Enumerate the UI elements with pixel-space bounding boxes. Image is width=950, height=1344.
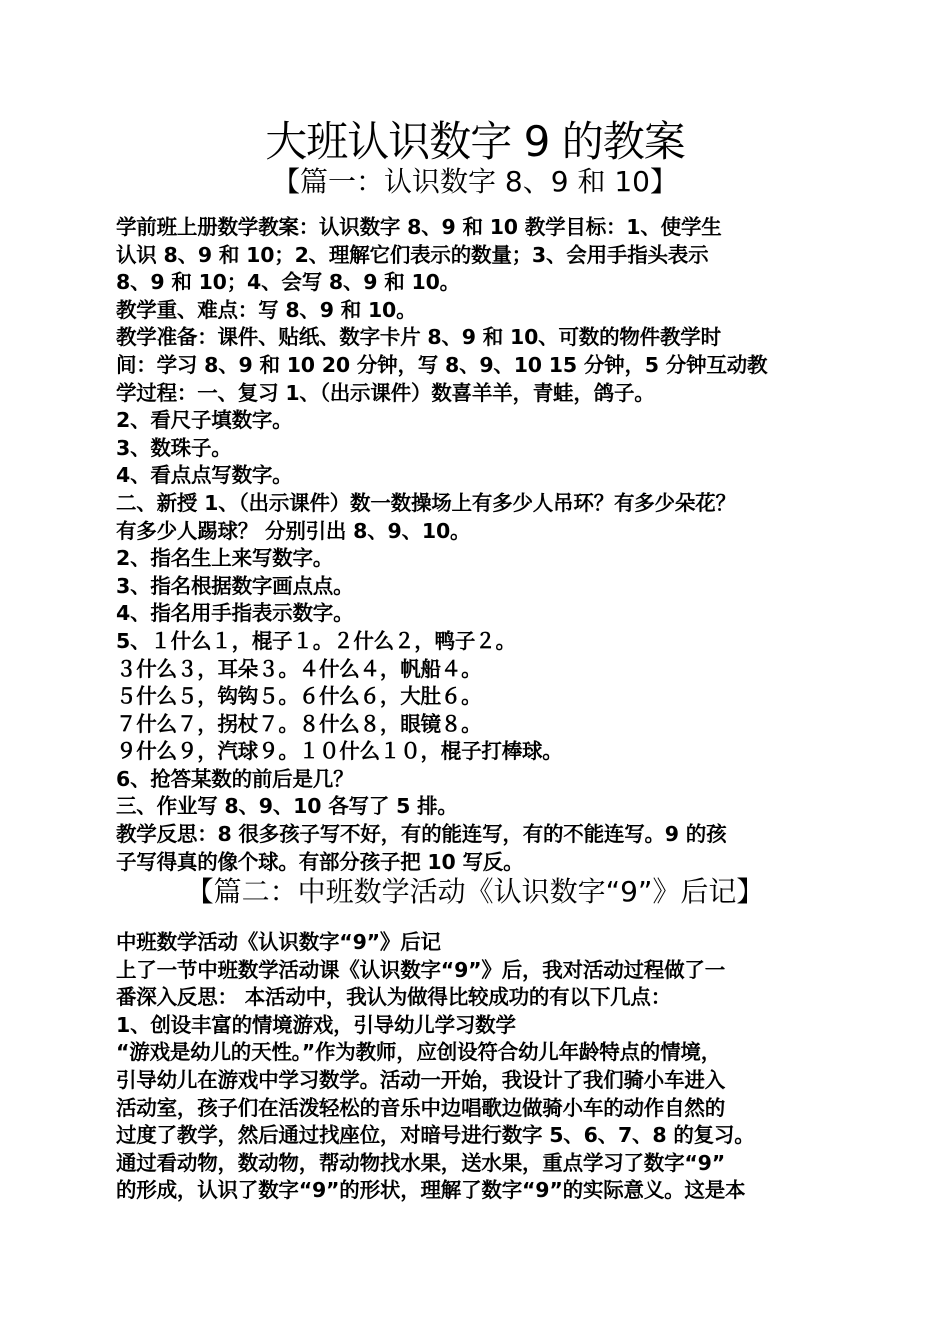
- text-line: 学前班上册数学教案：认识数字 8、9 和 10 教学目标：1、使学生: [116, 215, 722, 239]
- text-line: 番深入反思： 本活动中，我认为做得比较成功的有以下几点：: [116, 985, 672, 1010]
- text-line: 三、作业写 8、9、10 各写了 5 排。: [116, 794, 458, 819]
- text-line: 活动室，孩子们在活泼轻松的音乐中边唱歌边做骑小车的动作自然的: [116, 1095, 725, 1120]
- text-line: 5、１什么１，棍子１。２什么２，鸭子２。: [116, 628, 516, 653]
- text-line: 教学反思：8 很多孩子写不好，有的能连写，有的不能连写。9 的孩: [116, 822, 727, 847]
- text-line: 子写得真的像个球。有部分孩子把 10 写反。: [116, 849, 524, 874]
- text-line: 二、新授 1、（出示课件）数一数操场上有多少人吊环？有多少朵花？: [116, 490, 736, 515]
- text-line: 通过看动物，数动物，帮动物找水果，送水果，重点学习了数字“9”: [116, 1150, 726, 1175]
- text-line: 间：学习 8、9 和 10 20 分钟，写 8、9、10 15 分钟，5 分钟互动教: [116, 352, 768, 377]
- text-line: 中班数学活动《认识数字“9”》后记: [116, 930, 441, 954]
- text-line: 2、看尺子填数字。: [116, 408, 293, 433]
- text-line: 6、抢答某数的前后是几？: [116, 766, 354, 791]
- section1-heading: 【篇一：认识数字 8、9 和 10】: [272, 165, 678, 198]
- text-line: 认识 8、9 和 10；2、理解它们表示的数量；3、会用手指头表示: [116, 242, 709, 267]
- text-line: 4、指名用手指表示数字。: [116, 601, 354, 626]
- document-title: 大班认识数字 9 的教案: [265, 117, 685, 166]
- text-line: ９什么９，汽球９。１０什么１０，棍子打棒球。: [116, 739, 563, 764]
- text-line: 过度了教学，然后通过找座位，对暗号进行数字 5、6、7、8 的复习。: [116, 1123, 755, 1148]
- text-line: 教学准备：课件、贴纸、数字卡片 8、9 和 10、可数的物件教学时: [116, 325, 721, 350]
- text-line: 教学重、难点：写 8、9 和 10。: [116, 297, 417, 322]
- section2-body: [116, 929, 846, 1205]
- text-line: 3、指名根据数字画点点。: [116, 573, 354, 598]
- text-line: 1、创设丰富的情境游戏，引导幼儿学习数学: [116, 1012, 516, 1037]
- text-line: 的形成，认识了数字“9”的形状，理解了数字“9”的实际意义。这是本: [116, 1178, 746, 1203]
- text-line: 8、9 和 10；4、会写 8、9 和 10。: [116, 270, 460, 295]
- text-line: “游戏是幼儿的天性。”作为教师，应创设符合幼儿年龄特点的情境，: [116, 1040, 721, 1065]
- text-line: ７什么７，拐杖７。８什么８，眼镜８。: [116, 711, 482, 736]
- text-line: 上了一节中班数学活动课《认识数字“9”》后，我对活动过程做了一: [116, 957, 726, 982]
- text-line: 4、看点点写数字。: [116, 463, 293, 488]
- section2-heading: 【篇二：中班数学活动《认识数字“9”》后记】: [185, 875, 765, 908]
- text-line: 3、数珠子。: [116, 435, 232, 460]
- text-line: 有多少人踢球？ 分别引出 8、9、10。: [116, 518, 471, 543]
- text-line: 学过程：一、复习 1、（出示课件）数喜羊羊，青蛙，鸽子。: [116, 380, 655, 405]
- section1-body: [116, 214, 846, 876]
- text-line: ５什么５，钩钩５。６什么６，大肚６。: [116, 684, 482, 709]
- text-line: 引导幼儿在游戏中学习数学。活动一开始，我设计了我们骑小车进入: [116, 1067, 725, 1092]
- text-line: 2、指名生上来写数字。: [116, 546, 334, 571]
- text-line: ３什么３，耳朵３。４什么４，帆船４。: [116, 656, 482, 681]
